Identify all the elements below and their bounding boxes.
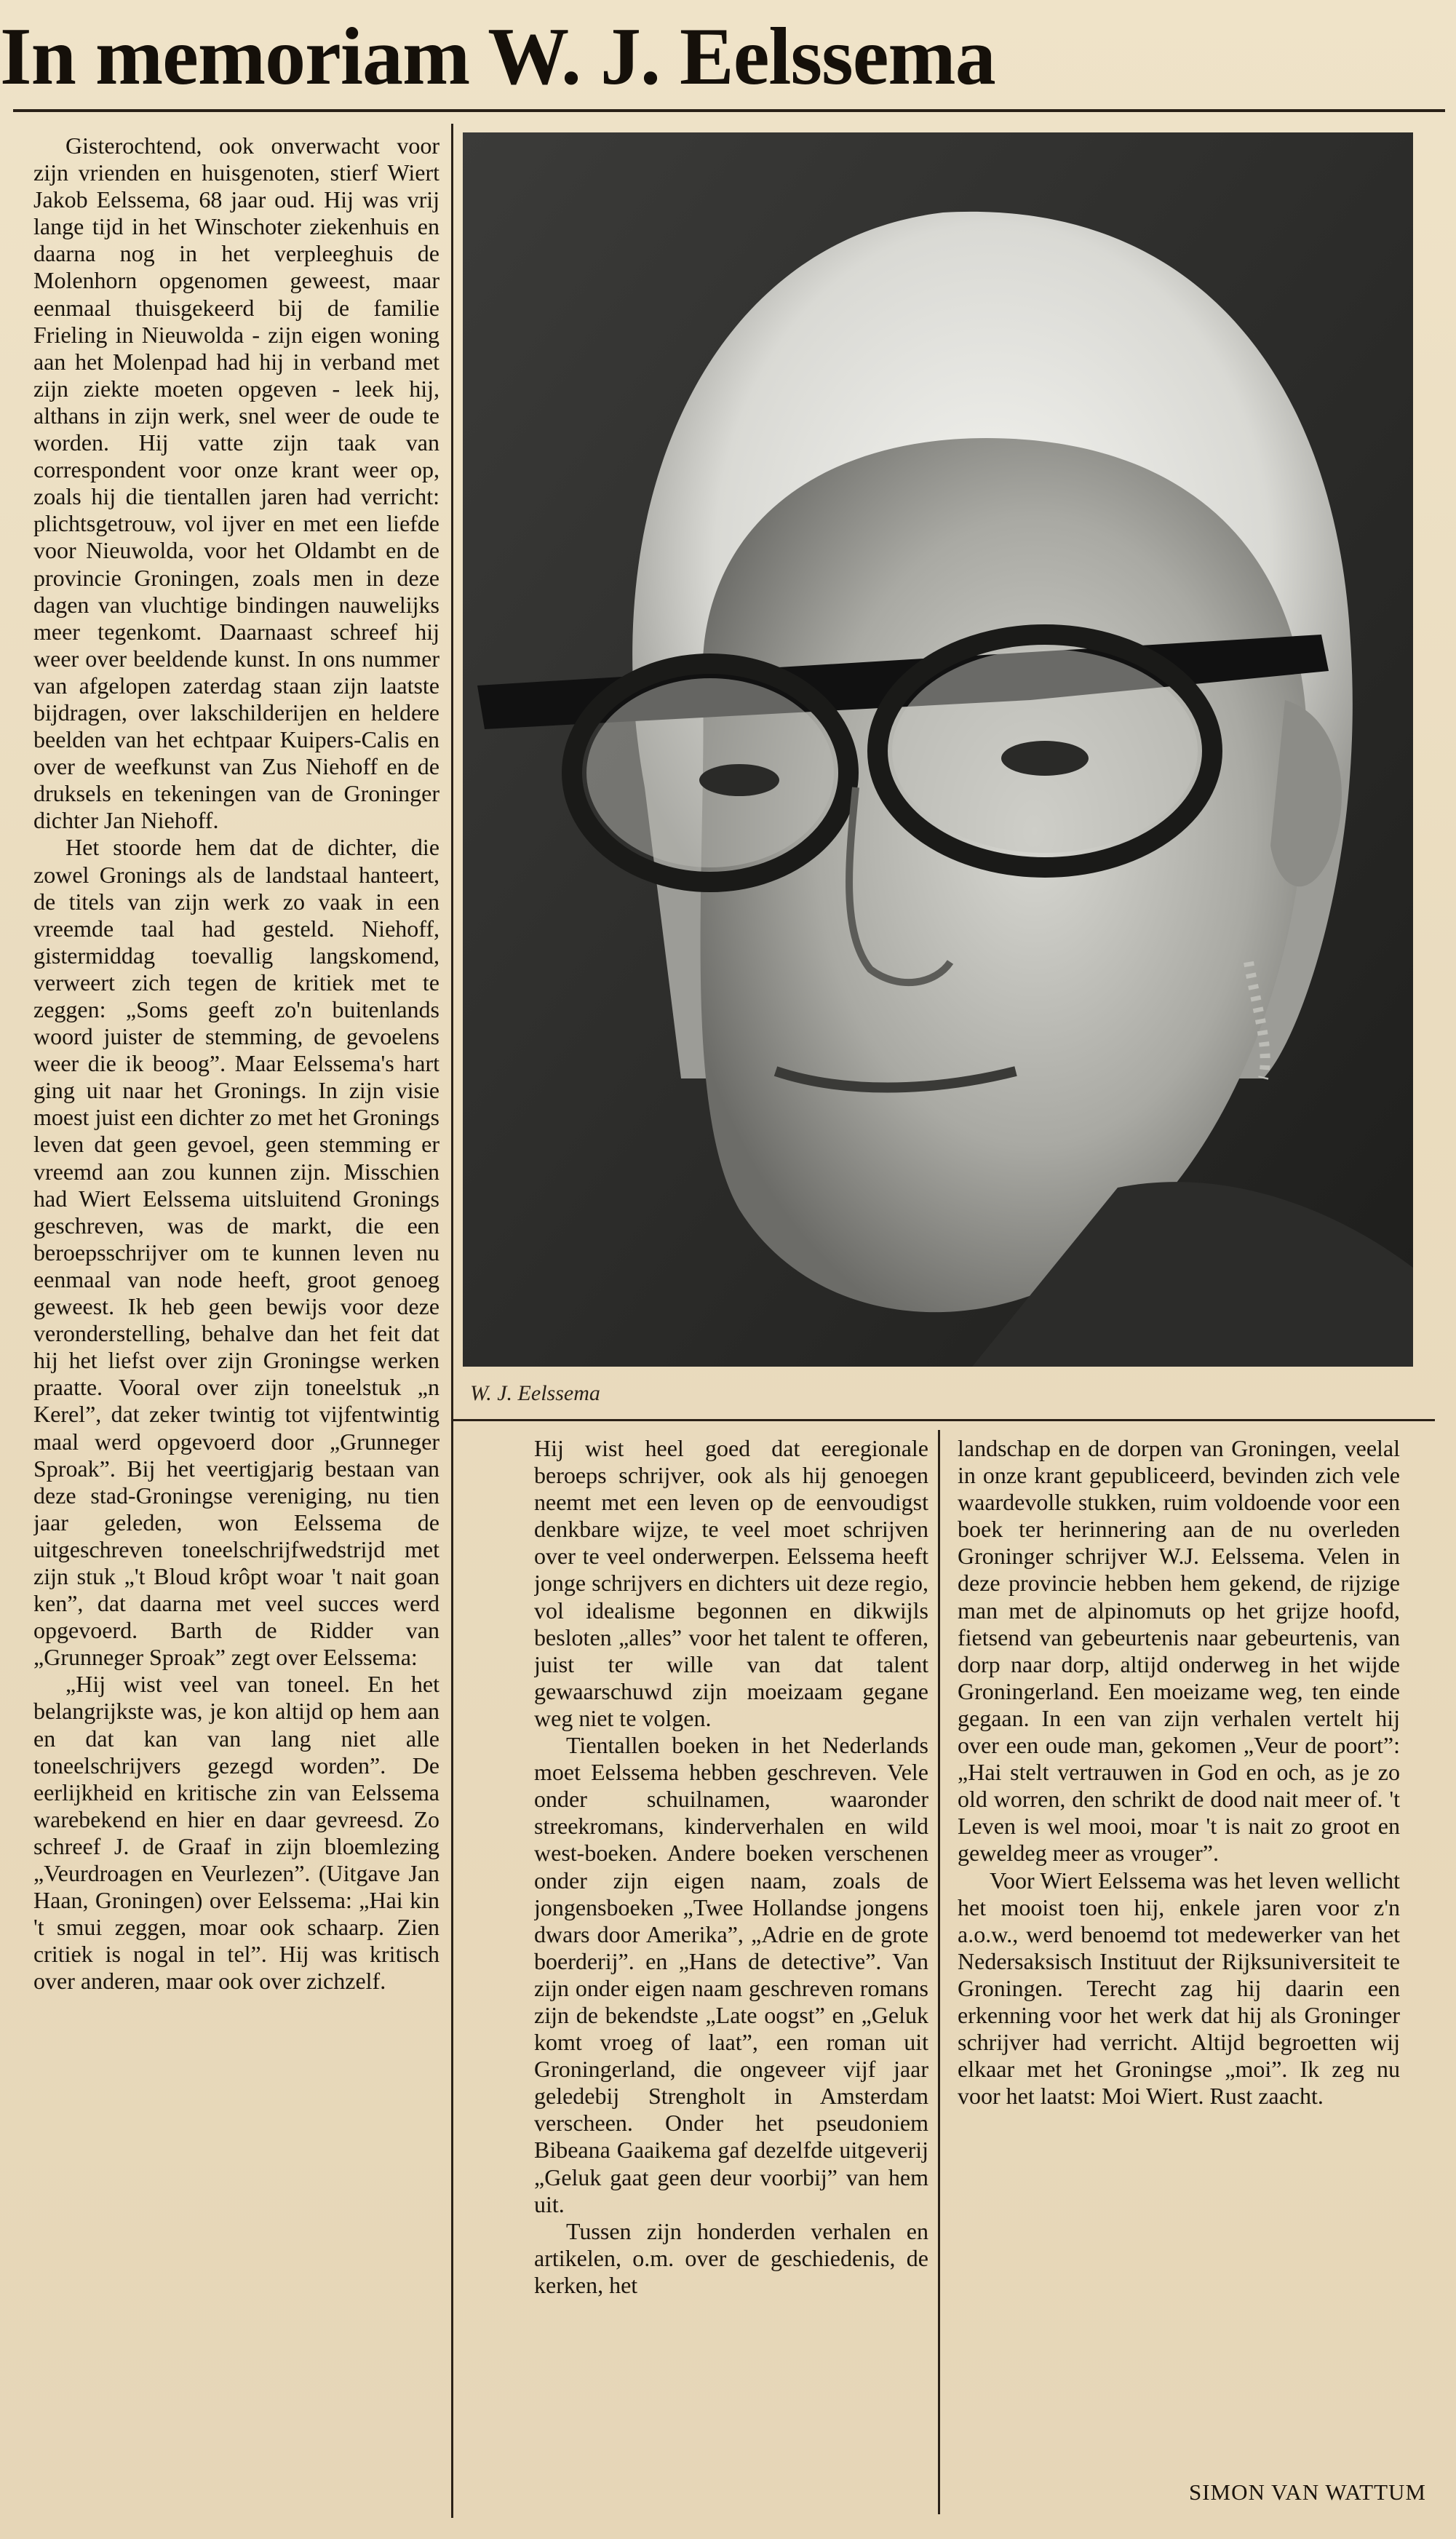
paragraph: „Hij wist veel van toneel. En het belangrijkste was, je kon altijd op hem aan en dat kan van lang niet alle toneelschrijvers gezegd worden”. De eerlijkheid en kritische zin van Eelssema warebekend en hier en daar gevreesd. Zo schreef J. de Graaf in zijn bloemlezing „Veurdroagen en Veurlezen”. (Uitgave Jan Haan, Groningen) over Eelssema: „Hai kin 't smui zeggen, moar ook schaarp. Zien critiek is nogal in tel”. Hij was kritisch over anderen, maar ook over zichzelf.: [33, 1671, 439, 1995]
photo-rule: [453, 1419, 1435, 1421]
left-column: [33, 132, 439, 2498]
paragraph: Voor Wiert Eelssema was het leven wellicht het mooist toen hij, enkele jaren voor z'n a.o.w., werd benoemd tot medewerker van het Nedersaksisch Instituut der Rijksuniversiteit te Groningen. Terecht zag hij daarin een erkenning voor het werk dat hij als Groninger schrijver had verricht. Altijd begroetten wij elkaar met het Groningse „moi”. Ik zeg nu voor het laatst: Moi Wiert. Rust zaacht.: [958, 1867, 1400, 2110]
paragraph: landschap en de dorpen van Groningen, veelal in onze krant gepubliceerd, bevinden zich vele waardevolle stukken, ruim voldoende voor een boek ter herinnering aan de nu overleden Groninger schrijver W.J. Eelssema. Velen in deze provincie hebben hem gekend, de rijzige man met de alpinomuts op het grijze hoofd, fietsend van gebeurtenis naar gebeurtenis, van dorp naar dorp, altijd onderweg in het wijde Groningerland. Een moeizame weg, ten einde gegaan. In een van zijn verhalen vertelt hij over een oude man, gekomen „Veur de poort”: „Hai stelt vertrauwen in God en och, as je zo old worren, den schrikt de dood nait meer of. 't Leven is wel mooi, moar 't is nait zo groot en geweldeg meer as vrouger”.: [958, 1435, 1400, 1867]
author-signature: SIMON VAN WATTUM: [1188, 2479, 1426, 2505]
paragraph: Tientallen boeken in het Nederlands moet Eelssema hebben geschreven. Vele onder schuilnamen, waaronder streekromans, kinderverhalen en wild west-boeken. Andere boeken verschenen onder zijn eigen naam, zoals de jongensboeken „Twee Hollandse jongens dwars door Amerika”, „Adrie en de grote boerderij”. en „Hans de detective”. Van zijn onder eigen naam geschreven romans zijn de bekendste „Late oogst” en „Geluk komt vroeg of laat”, een roman uit Groningerland, die ongeveer vijf jaar geledebij Strengholt in Amsterdam verscheen. Onder het pseudoniem Bibeana Gaaikema gaf dezelfde uitgeverij „Geluk gaat geen deur voorbij” van hem uit.: [534, 1732, 928, 2217]
portrait-photo: [463, 132, 1413, 1367]
column-rule: [938, 1430, 940, 2514]
headline-rule: [13, 109, 1445, 112]
middle-column: [534, 1435, 928, 2468]
portrait-illustration: [463, 132, 1413, 1367]
paragraph: Tussen zijn honderden verhalen en artikelen, o.m. over de geschiedenis, de kerken, het: [534, 2217, 928, 2298]
right-column: [958, 1435, 1400, 2468]
paragraph: Het stoorde hem dat de dichter, die zowel Gronings als de landstaal hanteert, de titels van zijn werk zo vaak in een vreemde taal had gesteld. Niehoff, gistermiddag toevallig langskomend, verweert zich tegen de kritiek met te zeggen: „Soms geeft zo'n buitenlands woord juister de stemming, de gevoelens weer die ik beoog”. Maar Eelssema's hart ging uit naar het Gronings. In zijn visie moest juist een dichter zo met het Gronings leven dat geen gevoel, geen stemming er vreemd aan zou kunnen zijn. Misschien had Wiert Eelssema uitsluitend Gronings geschreven, was de markt, die een beroepsschrijver om te kunnen leven nu eenmaal van node heeft, groot genoeg geweest. Ik heb geen bewijs voor deze veronderstelling, behalve dan het feit dat hij het liefst over zijn Groningse werken praatte. Vooral over zijn toneelstuk „n Kerel”, dat zeker twintig tot vijfentwintig maal werd opgevoerd door „Grunneger Sproak”. Bij het veertigjarig bestaan van deze stad-Groningse vereniging, nu tien jaar geleden, won Eelssema de uitgeschreven toneelschrijfwedstrijd met zijn stuk „'t Bloud krôpt woar 't nait goan ken”, dat daarna met veel succes werd opgevoerd. Barth de Ridder van „Grunneger Sproak” zegt over Eelssema:: [33, 834, 439, 1671]
paragraph: Hij wist heel goed dat eeregionale beroeps schrijver, ook als hij genoegen neemt met een leven op de eenvoudigst denkbare wijze, te veel moet schrijven over te veel onderwerpen. Eelssema heeft jonge schrijvers en dichters uit deze regio, vol idealisme begonnen en dikwijls besloten „alles” voor het talent te offeren, juist ter wille van dat talent gewaarschuwd zijn moeizaam gegane weg niet te volgen.: [534, 1435, 928, 1731]
photo-caption: W. J. Eelssema: [470, 1381, 600, 1405]
headline: In memoriam W. J. Eelssema: [0, 12, 995, 102]
column-rule: [451, 124, 453, 2518]
paragraph: Gisterochtend, ook onverwacht voor zijn vrienden en huisgenoten, stierf Wiert Jakob Eelssema, 68 jaar oud. Hij was vrij lange tijd in het Winschoter ziekenhuis en daarna nog in het verpleeghuis de Molenhorn opgenomen geweest, maar eenmaal thuisgekeerd bij de familie Frieling in Nieuwolda - zijn eigen woning aan het Molenpad had hij in verband met zijn ziekte moeten opgeven - leek hij, althans in zijn werk, snel weer de oude te worden. Hij vatte zijn taak van correspondent voor onze krant weer op, zoals hij die tientallen jaren had verricht: plichtsgetrouw, vol ijver en met een liefde voor Nieuwolda, voor het Oldambt en de provincie Groningen, zoals men in deze dagen van vluchtige bindingen nauwelijks meer tegenkomt. Daarnaast schreef hij weer over beeldende kunst. In ons nummer van afgelopen zaterdag staan zijn laatste bijdragen, over lakschilderijen en heldere beelden van het echtpaar Kuipers-Calis en over de weefkunst van Zus Niehoff en de druksels en tekeningen van de Groninger dichter Jan Niehoff.: [33, 132, 439, 834]
